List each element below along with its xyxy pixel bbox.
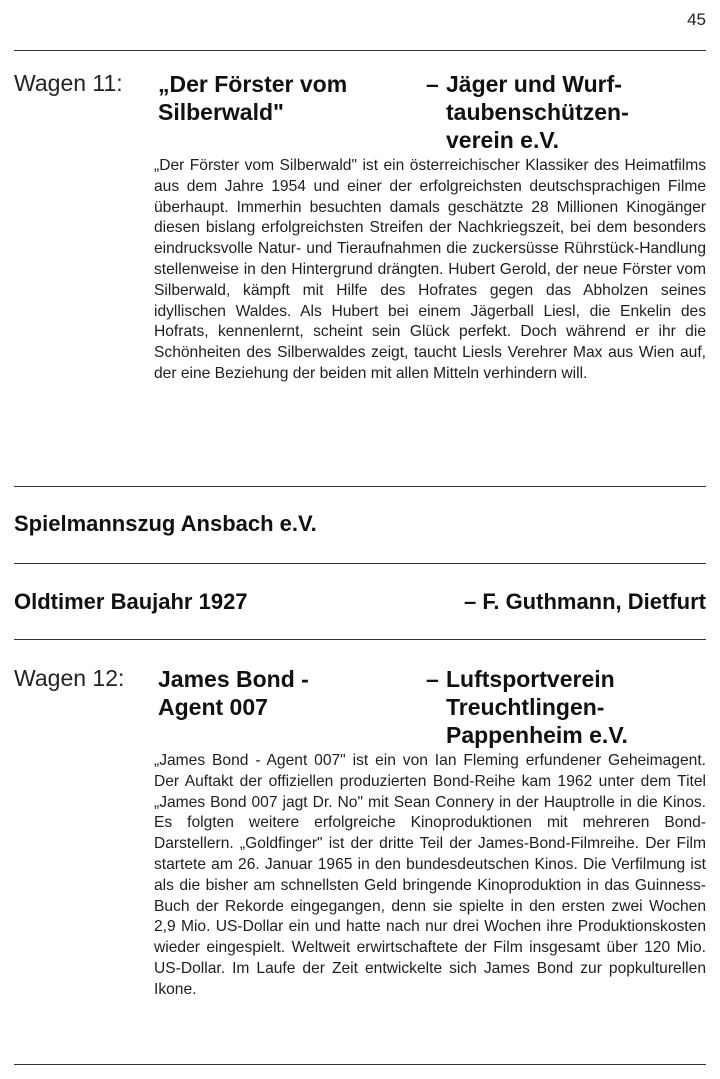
wagon-title-line: „Der Förster vom	[158, 71, 348, 97]
group-line: Luftsportverein	[446, 666, 615, 692]
group-line: verein e.V.	[446, 127, 559, 153]
wagon-group	[426, 70, 706, 154]
wagon-title	[158, 665, 398, 721]
dash: –	[426, 71, 439, 97]
divider	[14, 639, 706, 640]
group-line: taubenschützen-	[446, 99, 629, 125]
page-number: 45	[687, 10, 706, 29]
wagon-label: Wagen 12:	[14, 665, 125, 691]
group-line: Treuchtlingen-	[446, 694, 605, 720]
wagon-description: „Der Förster vom Silberwald" ist ein österreichischer Klassiker des Heimatfilms aus dem Jahre 1954 und einer der erfolgreichsten deutschsprachigen Filme überhaupt. Immerhin besuchten damals geschätzte 28 Millionen Kinogänger diesen bislang erfolgreichsten Streifen der Nachkriegszeit, bei dem besonders eindrucksvolle Natur- und Tieraufnahmen die zuckersüsse Rührstück-Handlung stellenweise in den Hintergrund drängten. Hubert Gerold, der neue Förster vom Silberwald, kämpft mit Hilfe des Hofrates gegen das Abholzen seines idyllischen Waldes. Als Hubert bei einem Jägerball Liesl, die Enkelin des Hofrats, kennenlernt, scheint sein Glück perfekt. Doch während er ihr die Schönheiten des Silberwaldes zeigt, taucht Liesls Verehrer Max aus Wien auf, der eine Beziehung der beiden mit allen Mitteln verhindern will.	[154, 157, 706, 382]
group-name: F. Guthmann, Dietfurt	[482, 589, 706, 614]
divider	[14, 486, 706, 487]
dash: –	[463, 589, 477, 614]
divider	[14, 563, 706, 564]
section-heading: Spielmannszug Ansbach e.V.	[14, 511, 317, 536]
divider-bottom	[14, 1064, 706, 1065]
section-group	[464, 589, 706, 615]
divider-top	[14, 50, 706, 51]
wagon-title-line: Silberwald"	[158, 99, 284, 125]
wagon-label: Wagen 11:	[14, 70, 123, 96]
group-line: Pappenheim e.V.	[446, 722, 628, 748]
wagon-group	[426, 665, 706, 749]
group-line: Jäger und Wurf-	[446, 71, 622, 97]
wagon-description: „James Bond - Agent 007" ist ein von Ian Fleming erfundener Geheimagent. Der Auftakt der offiziellen produzierten Bond-Reihe kam 1962 unter dem Titel „James Bond 007 jagt Dr. No" mit Sean Connery in der Hauptrolle in die Kinos. Es folgten weitere erfolgreiche Kinoproduktionen mit mehreren Bond-Darstellern. „Goldfinger" ist der dritte Teil der James-Bond-Filmreihe. Der Film startete am 26. Januar 1965 in den bundesdeutschen Kinos. Die Verfilmung ist als die bisher am schnellsten Geld bringende Kinoproduktion in das Guinness-Buch der Rekorde eingegangen, denn sie spielte in den ersten zwei Wochen 2,9 Mio. US-Dollar ein und hatte nach nur drei Wochen ihre Produktionskosten wieder eingespielt. Weltweit erwirtschaftete der Film insgesamt über 120 Mio. US-Dollar. Im Laufe der Zeit entwickelte sich James Bond zur popkulturellen Ikone.	[154, 752, 706, 998]
wagon-title	[158, 70, 398, 126]
wagon-title-line: Agent 007	[158, 694, 268, 720]
dash: –	[426, 666, 439, 692]
section-heading: Oldtimer Baujahr 1927	[14, 589, 248, 614]
wagon-title-line: James Bond -	[158, 666, 309, 692]
